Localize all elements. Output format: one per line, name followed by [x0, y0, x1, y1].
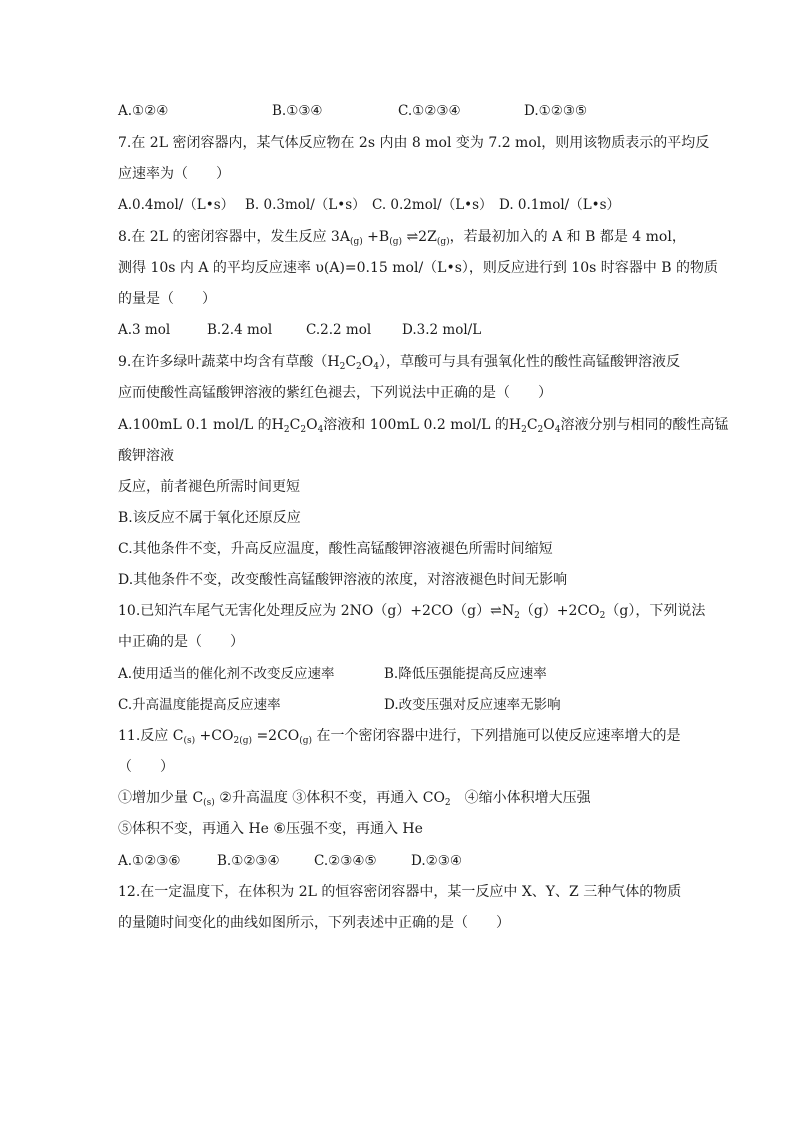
q7-option-d: D. 0.1mol/（L•s）: [499, 197, 621, 213]
q8-option-a: A.3 mol: [118, 322, 171, 338]
q9-option-d: D.其他条件不变，改变酸性高锰酸钾溶液的浓度，对溶液褪色时间无影响: [118, 572, 568, 588]
q6-option-c: C.①②③④: [398, 103, 461, 119]
q7-option-a: A.0.4mol/（L•s）: [118, 197, 235, 213]
q8-option-b: B.2.4 mol: [207, 322, 273, 338]
q9-option-b: B.该反应不属于氧化还原反应: [118, 510, 301, 526]
q7-stem-line1: 7.在 2L 密闭容器内，某气体反应物在 2s 内由 8 mol 变为 7.2 mol，则用该物质表示的平均反: [118, 135, 710, 151]
q9-option-a-line1: A.100mL 0.1 mol/L 的$H_2C_2O_4$溶液和 100mL 0.2 mol/L 的$H_2C_2O_4$溶液分别与相同的酸性高锰: [118, 417, 729, 435]
q12-stem-line1: 12.在一定温度下，在体积为 2L 的恒容密闭容器中，某一反应中 X、Y、Z 三种气体的物质: [118, 884, 682, 900]
q11-option-c: C.②③④⑤: [314, 853, 377, 869]
q8-stem-line2: 测得 10s 内 A 的平均反应速率 υ(A)=0.15 mol/（L•s），则反应进行到 10s 时容器中 B 的物质: [118, 260, 718, 276]
q9-stem-line2: 应而使酸性高锰酸钾溶液的紫红色褪去，下列说法中正确的是（ ）: [118, 385, 552, 401]
q6-option-b: B.①③④: [272, 103, 323, 119]
q10-stem-line2: 中正确的是（ ）: [118, 634, 244, 650]
q11-stem-line1: 11.反应 $C_{(s)} +CO_{2(g)} =2CO_{(g)}$ 在一个密闭容器中进行，下列措施可以使反应速率增大的是: [118, 728, 681, 746]
q8-stem-line1: 8.在 2L 的密闭容器中，发生反应 $3A_{(g)} +B_{(g)}$ $\rightleftharpoons 2Z_{(g)}$，若最初加入的 A 和 B 都是 4 mol，: [118, 229, 686, 247]
q8-option-d: D.3.2 mol/L: [402, 322, 482, 338]
q11-option-a: A.①②③⑥: [118, 853, 181, 869]
q11-items-line1: ①增加少量 $C_{(s)}$ ②升高温度 ③体积不变，再通入 $CO_2$ ④缩小体积增大压强: [118, 790, 591, 808]
q9-option-a-line2: 酸钾溶液: [118, 448, 174, 464]
q9-option-c: C.其他条件不变，升高反应温度，酸性高锰酸钾溶液褪色所需时间缩短: [118, 541, 553, 557]
q8-stem-line3: 的量是（ ）: [118, 291, 216, 307]
q7-option-c: C. 0.2mol/（L•s）: [372, 197, 493, 213]
q9-option-a-line3: 反应，前者褪色所需时间更短: [118, 479, 300, 495]
q8-option-c: C.2.2 mol: [306, 322, 372, 338]
q7-option-b: B. 0.3mol/（L•s）: [245, 197, 366, 213]
q10-option-a: A.使用适当的催化剂不改变反应速率: [118, 666, 335, 682]
q12-stem-line2: 的量随时间变化的曲线如图所示，下列表述中正确的是（ ）: [118, 915, 510, 931]
q10-option-b: B.降低压强能提高反应速率: [384, 666, 547, 682]
q10-option-d: D.改变压强对反应速率无影响: [384, 697, 561, 713]
q11-option-d: D.②③④: [411, 853, 462, 869]
q6-option-d: D.①②③⑤: [524, 103, 588, 119]
q11-items-line2: ⑤体积不变，再通入 He ⑥压强不变，再通入 He: [118, 821, 423, 837]
q7-stem-line2: 应速率为（ ）: [118, 166, 230, 182]
q10-option-c: C.升高温度能提高反应速率: [118, 697, 281, 713]
q11-option-b: B.①②③④: [217, 853, 280, 869]
q11-stem-line2: （ ）: [118, 759, 174, 775]
q6-option-a: A.①②④: [118, 103, 169, 119]
q9-stem-line1: 9.在许多绿叶蔬菜中均含有草酸$(H_2C_2O_4)$，草酸可与具有强氧化性的酸性高锰酸钾溶液反: [118, 354, 680, 372]
q10-stem-line1: 10.已知汽车尾气无害化处理反应为 $2NO(g)+2CO(g)\rightleftharpoons N_2(g)+2CO_2(g)$，下列说法: [118, 603, 706, 621]
